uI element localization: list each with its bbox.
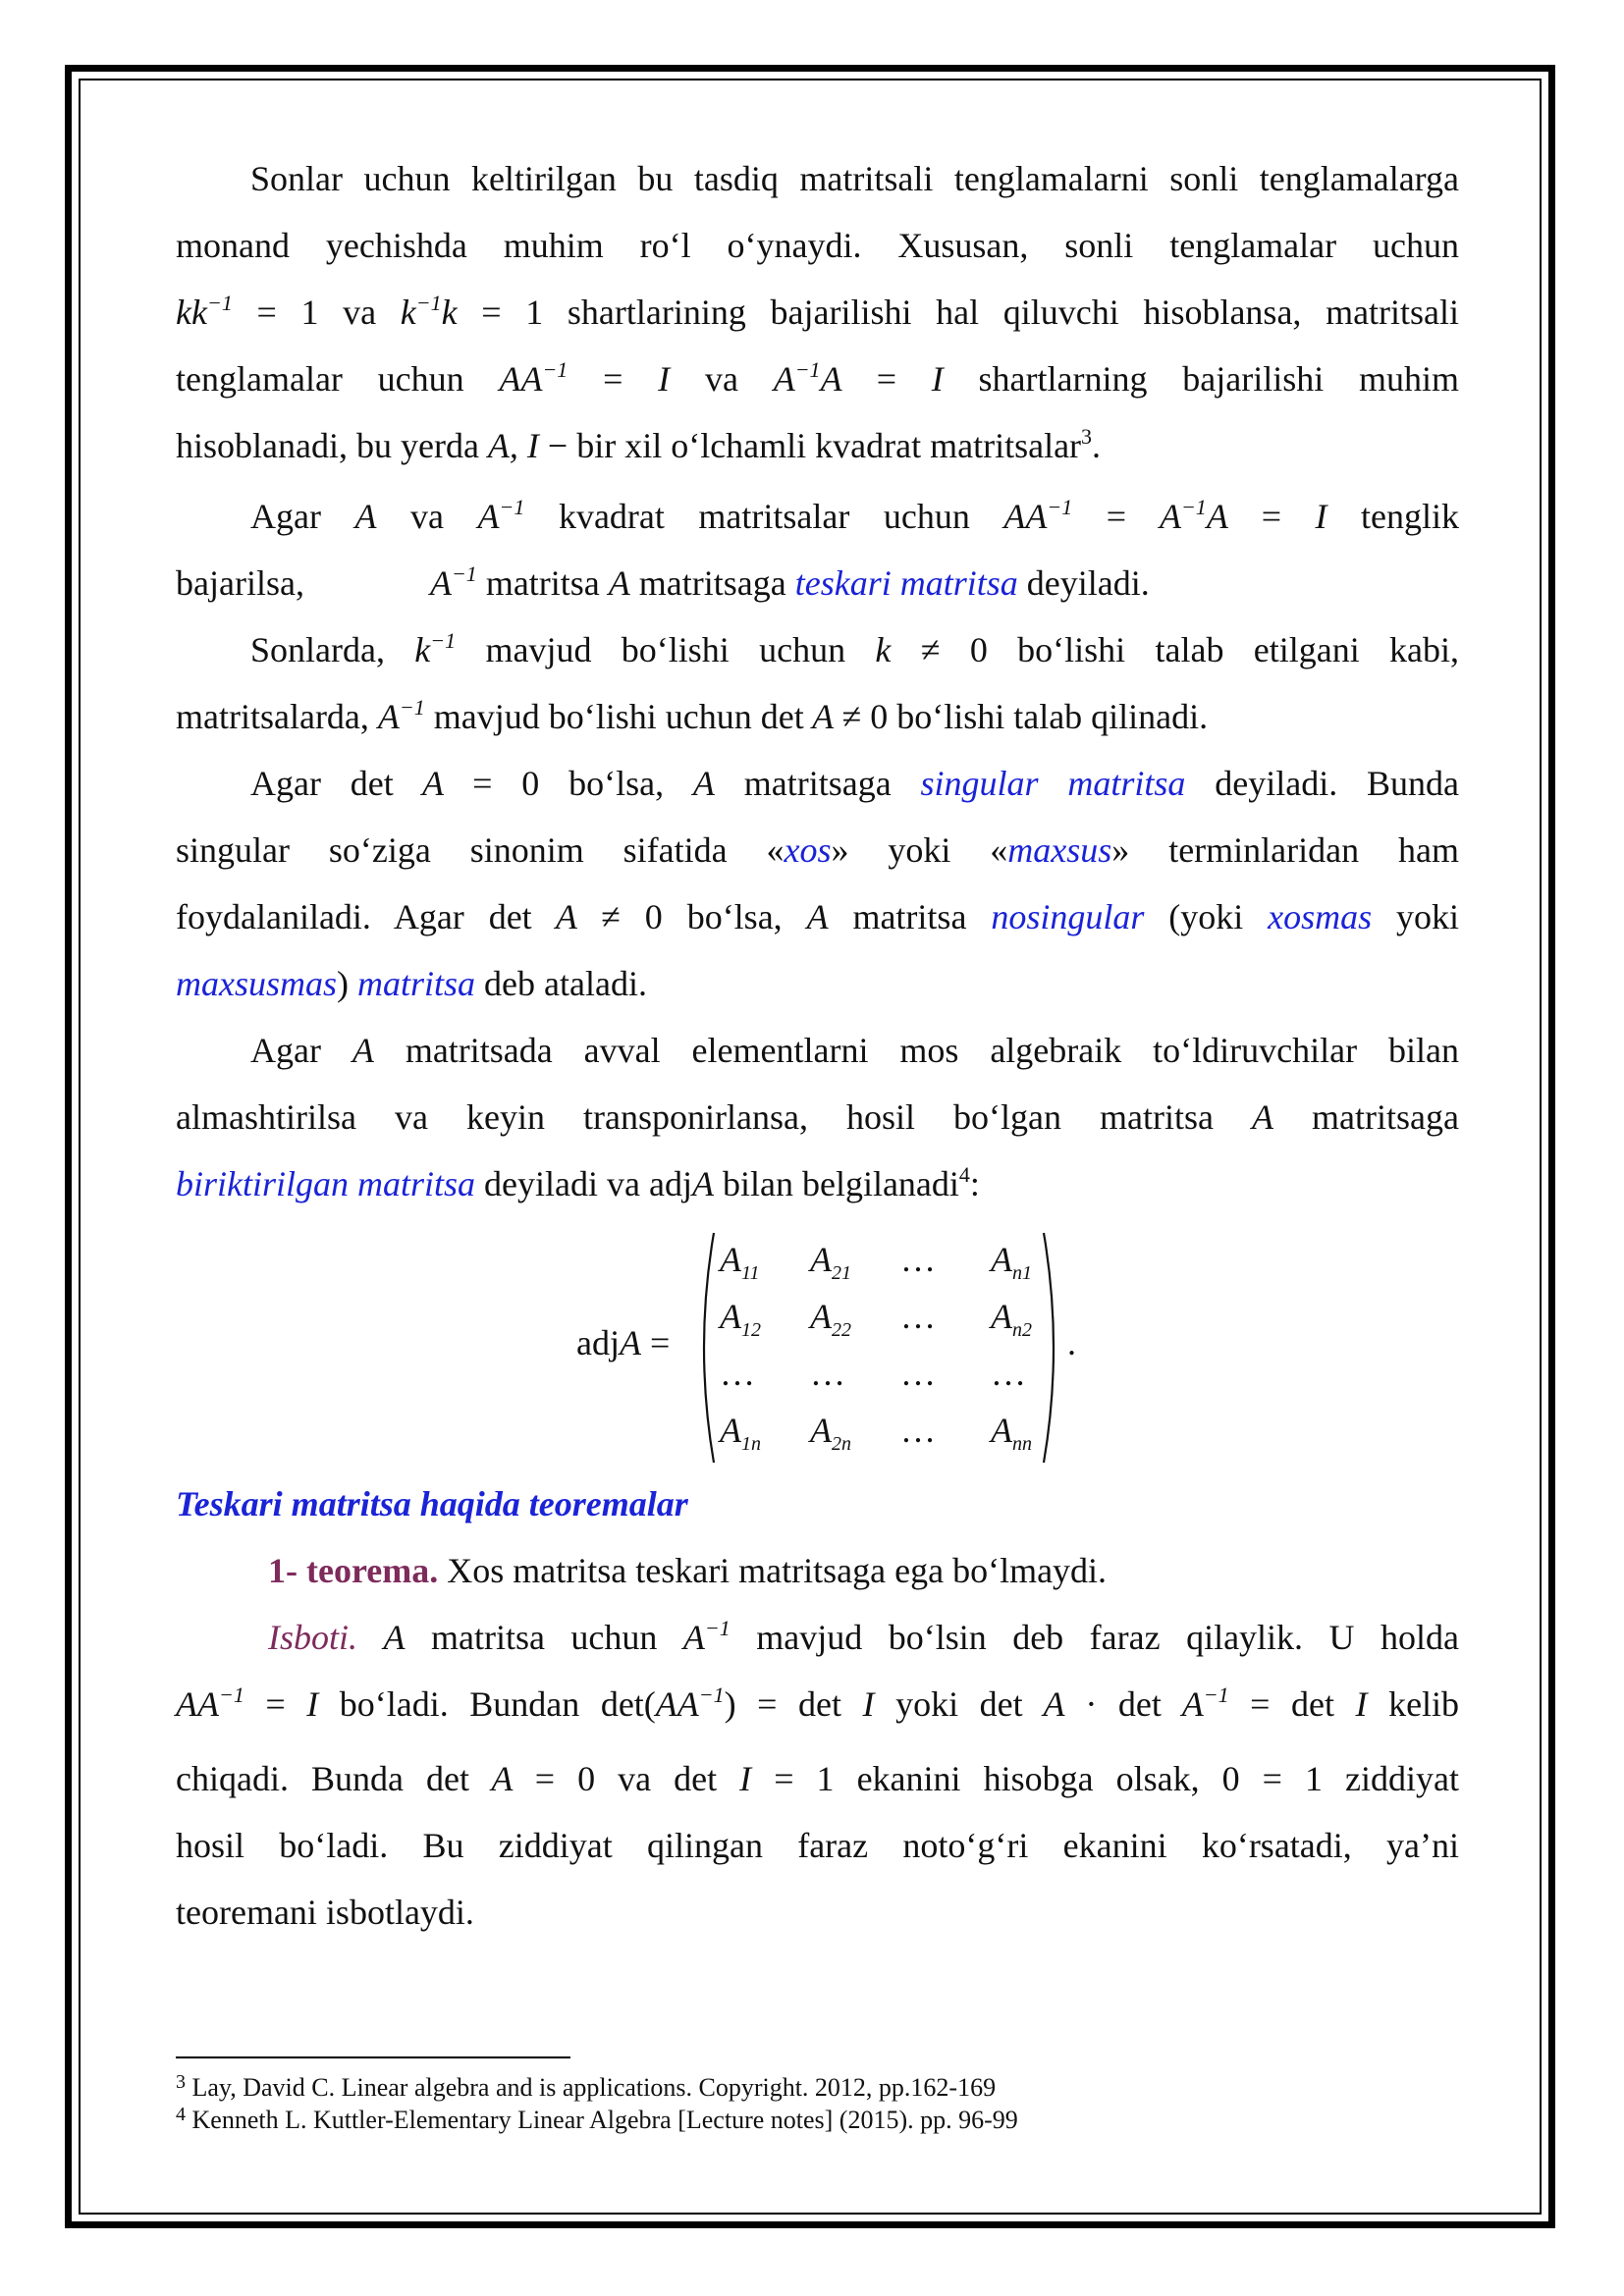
matrix-cell: … [900, 1411, 936, 1450]
term-maxsus: maxsus [1007, 830, 1112, 870]
footnote-3: $^3$ Lay, David C. Linear algebra and is applications. Copyright. 2012, pp.162-169 [176, 2071, 997, 2102]
term-xos: xos [784, 830, 832, 870]
matrix-cell: … [900, 1297, 936, 1336]
matrix-cell: … [900, 1354, 936, 1393]
proof-line-3: chiqadi. Bunda det A = 0 va det I = 1 ekanini hisobga olsak, 0 = 1 ziddiyat [176, 1759, 1459, 1798]
formula-A-I: A, I − [487, 426, 568, 465]
paragraph-3-line-1: Sonlarda, $k^{-1}$ mavjud bo‘lishi uchun k ≠ 0 bo‘lishi talab etilgani kabi, [250, 628, 1460, 669]
term-maxsusmas: maxsusmas [176, 964, 338, 1003]
paragraph-1-line-4: tenglamalar uchun $AA^{-1} = I$ va $A^{-1}A = I$ shartlarning bajarilishi muhim [176, 357, 1460, 399]
footnotes [176, 2071, 1018, 2136]
paragraph-5-line-2: almashtirilsa va keyin transponirlansa, hosil bo‘lgan matritsa A matritsaga [176, 1097, 1459, 1137]
theorem-1: 1- teorema. Xos matritsa teskari matritsaga ega bo‘lmaydi. [268, 1551, 1108, 1590]
term-matritsa-2: matritsa [357, 964, 476, 1003]
formula-A-inverse-A: $A^{-1}A = I$ [773, 357, 944, 399]
paragraph-4-line-3: foydalaniladi. Agar det A ≠ 0 bo‘lsa, A matritsa nosingular (yoki xosmas yoki [176, 897, 1460, 936]
page-body [176, 145, 1459, 1946]
paragraph-1-line-5: hisoblanadi, bu yerda A, I − bir xil o‘lchamli kvadrat matritsalar$^3$. [176, 424, 1102, 465]
matrix-cell: $A_{11}$ [720, 1240, 760, 1285]
paragraph-4-line-1: Agar det A = 0 bo‘lsa, A matritsaga singular matritsa deyiladi. Bunda [250, 764, 1460, 803]
footnote-4: $^4$ Kenneth L. Kuttler-Elementary Linear Algebra [Lecture notes] (2015). pp. 96-99 [176, 2104, 1018, 2134]
term-matritsa: matritsa [1067, 764, 1186, 803]
term-biriktirilgan-matritsa: biriktirilgan matritsa [176, 1164, 476, 1203]
matrix-cell: $A_{n2}$ [991, 1297, 1032, 1342]
term-nosingular: nosingular [991, 897, 1145, 936]
matrix-cell: $A_{12}$ [720, 1297, 761, 1342]
paragraph-1-line-2: monand yechishda muhim ro‘l o‘ynaydi. Xususan, sonli tenglamalar uchun [176, 226, 1459, 265]
matrix-cell: $A_{21}$ [810, 1240, 851, 1285]
matrix-cell: … [900, 1240, 936, 1279]
proof-line-5: teoremani isbotlaydi. [176, 1893, 474, 1932]
adjugate-matrix [692, 1231, 1065, 1465]
formula-k-inverse-k: $k^{-1}k = 1$ [400, 291, 544, 332]
matrix-cell: … [720, 1354, 755, 1393]
matrix-cells [720, 1231, 1040, 1459]
matrix-left-paren [692, 1231, 718, 1465]
paragraph-5-line-3: biriktirilgan matritsa deyiladi va adjA bilan belgilanadi$^4$: [176, 1162, 980, 1203]
term-singular: singular [920, 764, 1039, 803]
paragraph-2-line-2: bajarilsa, $A^{-1}$ matritsa A matritsaga teskari matritsa deyiladi. [176, 561, 1150, 603]
matrix-right-paren [1040, 1231, 1065, 1465]
paragraph-2-line-1: Agar A va $A^{-1}$ kvadrat matritsalar uchun $AA^{-1} = A^{-1}A = I$ tenglik [250, 495, 1460, 536]
term-xosmas: xosmas [1268, 897, 1373, 936]
matrix-cell: $A_{n1}$ [991, 1240, 1032, 1285]
matrix-cell: … [810, 1354, 845, 1393]
paragraph-4-line-4: maxsusmas) matritsa deb ataladi. [176, 964, 647, 1003]
matrix-period: . [1067, 1323, 1076, 1362]
adj-label: adjA = [576, 1323, 671, 1362]
theorem-1-label: 1- teorema. [268, 1551, 439, 1590]
footnote-ref-4: 4 [958, 1162, 970, 1187]
matrix-cell: $A_{nn}$ [991, 1411, 1032, 1456]
footnote-ref-3: 3 [1081, 424, 1093, 449]
paragraph-5-line-1: Agar A matritsada avval elementlarni mos algebraik to‘ldiruvchilar bilan [250, 1031, 1459, 1070]
formula-kk-inverse: $kk^{-1} = 1$ [176, 291, 319, 332]
proof-label: Isboti. [268, 1618, 358, 1657]
section-heading: Teskari matritsa haqida teoremalar [176, 1484, 688, 1523]
matrix-cell: $A_{2n}$ [810, 1411, 851, 1456]
matrix-cell: … [991, 1354, 1026, 1393]
formula-AA-inverse: $AA^{-1} = I$ [499, 357, 671, 399]
proof-line-1: Isboti. A matritsa uchun $A^{-1}$ mavjud bo‘lsin deb faraz qilaylik. U holda [268, 1616, 1459, 1657]
paragraph-1-line-1: Sonlar uchun keltirilgan bu tasdiq matritsali tenglamalarni sonli tenglamalarga [250, 159, 1459, 198]
paragraph-4-line-2: singular so‘ziga sinonim sifatida «xos» yoki «maxsus» terminlaridan ham [176, 830, 1459, 870]
paragraph-3-line-2: matritsalarda, $A^{-1}$ mavjud bo‘lishi uchun det A ≠ 0 bo‘lishi talab qilinadi. [176, 695, 1209, 736]
matrix-cell: $A_{1n}$ [720, 1411, 761, 1456]
footnote-separator [176, 2056, 570, 2058]
proof-line-4: hosil bo‘ladi. Bu ziddiyat qilingan faraz noto‘g‘ri ekanini ko‘rsatadi, ya’ni [176, 1826, 1459, 1865]
term-teskari-matritsa: teskari matritsa [794, 563, 1018, 603]
paragraph-1-line-3: $kk^{-1} = 1$ va $k^{-1}k = 1$ shartlarining bajarilishi hal qiluvchi hisoblansa, matritsali [176, 291, 1460, 332]
formula-inverse-definition: $AA^{-1} = A^{-1}A = I$ [1003, 495, 1327, 536]
adjugate-matrix-formula [176, 1225, 1459, 1470]
matrix-cell: $A_{22}$ [810, 1297, 851, 1342]
proof-line-2: $AA^{-1} = I$ bo‘ladi. Bundan $\det(AA^{-1}) = \det I$ yoki $\det A \cdot \det A^{-1} = \det I$ kelib [176, 1682, 1460, 1724]
